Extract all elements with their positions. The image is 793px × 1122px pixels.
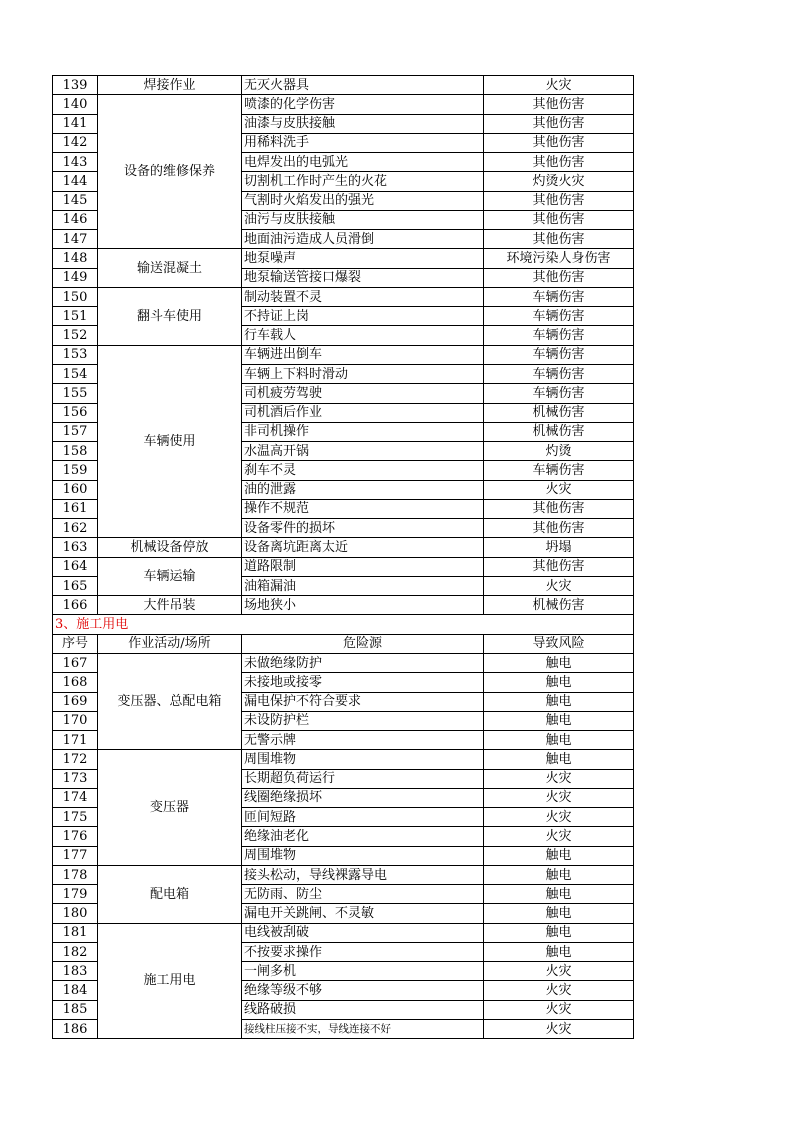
row-number: 153 bbox=[53, 345, 98, 364]
risk-cell: 其他伤害 bbox=[484, 191, 634, 210]
row-number: 148 bbox=[53, 249, 98, 268]
table-row bbox=[53, 345, 634, 364]
activity-cell: 车辆使用 bbox=[98, 345, 242, 538]
table-row bbox=[53, 287, 634, 306]
hazard-cell: 线路破损 bbox=[242, 1000, 484, 1019]
row-number: 163 bbox=[53, 538, 98, 557]
risk-cell: 触电 bbox=[484, 942, 634, 961]
risk-cell: 车辆伤害 bbox=[484, 326, 634, 345]
row-number: 170 bbox=[53, 711, 98, 730]
risk-cell: 火灾 bbox=[484, 808, 634, 827]
row-number: 160 bbox=[53, 480, 98, 499]
row-number: 149 bbox=[53, 268, 98, 287]
row-number: 173 bbox=[53, 769, 98, 788]
table-row bbox=[53, 865, 634, 884]
row-number: 166 bbox=[53, 596, 98, 615]
risk-cell: 火灾 bbox=[484, 76, 634, 95]
table-bottom-body bbox=[53, 653, 634, 1038]
hazard-cell: 漏电保护不符合要求 bbox=[242, 692, 484, 711]
header-risk: 导致风险 bbox=[484, 634, 634, 653]
risk-cell: 火灾 bbox=[484, 981, 634, 1000]
hazard-cell: 水温高开锅 bbox=[242, 442, 484, 461]
row-number: 168 bbox=[53, 673, 98, 692]
risk-cell: 火灾 bbox=[484, 962, 634, 981]
table-row bbox=[53, 249, 634, 268]
hazard-cell: 线圈绝缘损坏 bbox=[242, 788, 484, 807]
risk-cell: 火灾 bbox=[484, 576, 634, 595]
hazard-cell: 刹车不灵 bbox=[242, 461, 484, 480]
activity-cell: 配电箱 bbox=[98, 865, 242, 923]
row-number: 141 bbox=[53, 114, 98, 133]
hazard-cell: 电焊发出的电弧光 bbox=[242, 153, 484, 172]
risk-cell: 机械伤害 bbox=[484, 596, 634, 615]
row-number: 161 bbox=[53, 499, 98, 518]
row-number: 151 bbox=[53, 307, 98, 326]
table-row bbox=[53, 95, 634, 114]
risk-cell: 其他伤害 bbox=[484, 95, 634, 114]
table-row bbox=[53, 923, 634, 942]
header-activity: 作业活动/场所 bbox=[98, 634, 242, 653]
risk-cell: 触电 bbox=[484, 653, 634, 672]
hazard-cell: 未设防护栏 bbox=[242, 711, 484, 730]
row-number: 165 bbox=[53, 576, 98, 595]
hazard-cell: 制动装置不灵 bbox=[242, 287, 484, 306]
hazard-cell: 油污与皮肤接触 bbox=[242, 210, 484, 229]
row-number: 184 bbox=[53, 981, 98, 1000]
hazard-cell: 周围堆物 bbox=[242, 846, 484, 865]
row-number: 174 bbox=[53, 788, 98, 807]
risk-cell: 灼烫 bbox=[484, 442, 634, 461]
activity-cell: 设备的维修保养 bbox=[98, 95, 242, 249]
hazard-cell: 行车载人 bbox=[242, 326, 484, 345]
risk-cell: 触电 bbox=[484, 904, 634, 923]
row-number: 140 bbox=[53, 95, 98, 114]
hazard-cell: 非司机操作 bbox=[242, 422, 484, 441]
risk-cell: 火灾 bbox=[484, 769, 634, 788]
section-heading-row bbox=[53, 615, 634, 634]
row-number: 167 bbox=[53, 653, 98, 672]
hazard-cell: 绝缘等级不够 bbox=[242, 981, 484, 1000]
row-number: 159 bbox=[53, 461, 98, 480]
risk-cell: 车辆伤害 bbox=[484, 384, 634, 403]
table-row bbox=[53, 76, 634, 95]
risk-cell: 其他伤害 bbox=[484, 153, 634, 172]
table-row bbox=[53, 653, 634, 672]
hazard-cell: 地面油污造成人员滑倒 bbox=[242, 230, 484, 249]
row-number: 150 bbox=[53, 287, 98, 306]
risk-cell: 车辆伤害 bbox=[484, 307, 634, 326]
hazard-cell: 接线柱压接不实，导线连接不好 bbox=[242, 1020, 484, 1039]
hazard-cell: 切割机工作时产生的火花 bbox=[242, 172, 484, 191]
risk-cell: 火灾 bbox=[484, 1000, 634, 1019]
hazard-cell: 车辆进出倒车 bbox=[242, 345, 484, 364]
hazard-cell: 地泵噪声 bbox=[242, 249, 484, 268]
hazard-table-sheet bbox=[52, 75, 633, 1039]
hazard-cell: 油箱漏油 bbox=[242, 576, 484, 595]
risk-cell: 机械伤害 bbox=[484, 403, 634, 422]
risk-cell: 环境污染人身伤害 bbox=[484, 249, 634, 268]
row-number: 172 bbox=[53, 750, 98, 769]
hazard-cell: 无警示牌 bbox=[242, 731, 484, 750]
risk-cell: 车辆伤害 bbox=[484, 287, 634, 306]
hazard-cell: 长期超负荷运行 bbox=[242, 769, 484, 788]
risk-cell: 触电 bbox=[484, 750, 634, 769]
row-number: 164 bbox=[53, 557, 98, 576]
hazard-cell: 绝缘油老化 bbox=[242, 827, 484, 846]
table-row bbox=[53, 557, 634, 576]
row-number: 154 bbox=[53, 364, 98, 383]
activity-cell: 大件吊装 bbox=[98, 596, 242, 615]
risk-cell: 火灾 bbox=[484, 1020, 634, 1039]
row-number: 182 bbox=[53, 942, 98, 961]
risk-cell: 触电 bbox=[484, 673, 634, 692]
hazard-cell: 接头松动，导线裸露导电 bbox=[242, 865, 484, 884]
table-top-body bbox=[53, 76, 634, 615]
row-number: 177 bbox=[53, 846, 98, 865]
hazard-cell: 无灭火器具 bbox=[242, 76, 484, 95]
row-number: 142 bbox=[53, 133, 98, 152]
hazard-cell: 气割时火焰发出的强光 bbox=[242, 191, 484, 210]
table-row bbox=[53, 538, 634, 557]
row-number: 152 bbox=[53, 326, 98, 345]
header-no: 序号 bbox=[53, 634, 98, 653]
risk-cell: 坍塌 bbox=[484, 538, 634, 557]
risk-cell: 触电 bbox=[484, 885, 634, 904]
row-number: 186 bbox=[53, 1020, 98, 1039]
activity-cell: 输送混凝土 bbox=[98, 249, 242, 288]
risk-cell: 火灾 bbox=[484, 827, 634, 846]
row-number: 175 bbox=[53, 808, 98, 827]
hazard-cell: 司机酒后作业 bbox=[242, 403, 484, 422]
risk-cell: 灼烫火灾 bbox=[484, 172, 634, 191]
activity-cell: 变压器 bbox=[98, 750, 242, 866]
hazard-cell: 无防雨、防尘 bbox=[242, 885, 484, 904]
risk-cell: 车辆伤害 bbox=[484, 345, 634, 364]
risk-cell: 其他伤害 bbox=[484, 499, 634, 518]
row-number: 185 bbox=[53, 1000, 98, 1019]
hazard-cell: 电线被刮破 bbox=[242, 923, 484, 942]
row-number: 145 bbox=[53, 191, 98, 210]
risk-cell: 其他伤害 bbox=[484, 557, 634, 576]
hazard-cell: 不按要求操作 bbox=[242, 942, 484, 961]
hazard-cell: 地泵输送管接口爆裂 bbox=[242, 268, 484, 287]
hazard-cell: 周围堆物 bbox=[242, 750, 484, 769]
hazard-cell: 用稀料洗手 bbox=[242, 133, 484, 152]
row-number: 180 bbox=[53, 904, 98, 923]
row-number: 176 bbox=[53, 827, 98, 846]
row-number: 146 bbox=[53, 210, 98, 229]
hazard-cell: 漏电开关跳闸、不灵敏 bbox=[242, 904, 484, 923]
row-number: 143 bbox=[53, 153, 98, 172]
activity-cell: 翻斗车使用 bbox=[98, 287, 242, 345]
risk-cell: 触电 bbox=[484, 865, 634, 884]
row-number: 171 bbox=[53, 731, 98, 750]
risk-cell: 车辆伤害 bbox=[484, 461, 634, 480]
row-number: 157 bbox=[53, 422, 98, 441]
risk-cell: 触电 bbox=[484, 846, 634, 865]
risk-cell: 机械伤害 bbox=[484, 422, 634, 441]
table-row bbox=[53, 596, 634, 615]
activity-cell: 施工用电 bbox=[98, 923, 242, 1039]
risk-cell: 其他伤害 bbox=[484, 519, 634, 538]
risk-cell: 触电 bbox=[484, 923, 634, 942]
hazard-cell: 不持证上岗 bbox=[242, 307, 484, 326]
row-number: 155 bbox=[53, 384, 98, 403]
hazard-cell: 司机疲劳驾驶 bbox=[242, 384, 484, 403]
risk-cell: 其他伤害 bbox=[484, 230, 634, 249]
row-number: 139 bbox=[53, 76, 98, 95]
row-number: 181 bbox=[53, 923, 98, 942]
hazard-table bbox=[52, 75, 634, 1039]
hazard-cell: 喷漆的化学伤害 bbox=[242, 95, 484, 114]
hazard-cell: 场地狭小 bbox=[242, 596, 484, 615]
risk-cell: 触电 bbox=[484, 731, 634, 750]
activity-cell: 机械设备停放 bbox=[98, 538, 242, 557]
row-number: 162 bbox=[53, 519, 98, 538]
risk-cell: 车辆伤害 bbox=[484, 364, 634, 383]
risk-cell: 其他伤害 bbox=[484, 210, 634, 229]
activity-cell: 变压器、总配电箱 bbox=[98, 653, 242, 749]
table-row bbox=[53, 750, 634, 769]
risk-cell: 火灾 bbox=[484, 788, 634, 807]
row-number: 156 bbox=[53, 403, 98, 422]
hazard-cell: 操作不规范 bbox=[242, 499, 484, 518]
row-number: 183 bbox=[53, 962, 98, 981]
hazard-cell: 未做绝缘防护 bbox=[242, 653, 484, 672]
risk-cell: 触电 bbox=[484, 692, 634, 711]
hazard-cell: 油的泄露 bbox=[242, 480, 484, 499]
activity-cell: 车辆运输 bbox=[98, 557, 242, 596]
row-number: 158 bbox=[53, 442, 98, 461]
hazard-cell: 设备离坑距离太近 bbox=[242, 538, 484, 557]
row-number: 178 bbox=[53, 865, 98, 884]
section-heading-body bbox=[53, 615, 634, 654]
hazard-cell: 匝间短路 bbox=[242, 808, 484, 827]
risk-cell: 触电 bbox=[484, 711, 634, 730]
hazard-cell: 设备零件的损坏 bbox=[242, 519, 484, 538]
row-number: 144 bbox=[53, 172, 98, 191]
hazard-cell: 车辆上下料时滑动 bbox=[242, 364, 484, 383]
risk-cell: 其他伤害 bbox=[484, 114, 634, 133]
header-row bbox=[53, 634, 634, 653]
risk-cell: 其他伤害 bbox=[484, 268, 634, 287]
row-number: 147 bbox=[53, 230, 98, 249]
risk-cell: 其他伤害 bbox=[484, 133, 634, 152]
activity-cell: 焊接作业 bbox=[98, 76, 242, 95]
header-hazard: 危险源 bbox=[242, 634, 484, 653]
hazard-cell: 一闸多机 bbox=[242, 962, 484, 981]
risk-cell: 火灾 bbox=[484, 480, 634, 499]
hazard-cell: 道路限制 bbox=[242, 557, 484, 576]
row-number: 179 bbox=[53, 885, 98, 904]
hazard-cell: 油漆与皮肤接触 bbox=[242, 114, 484, 133]
hazard-cell: 未接地或接零 bbox=[242, 673, 484, 692]
row-number: 169 bbox=[53, 692, 98, 711]
section-heading: 3、施工用电 bbox=[53, 615, 634, 634]
